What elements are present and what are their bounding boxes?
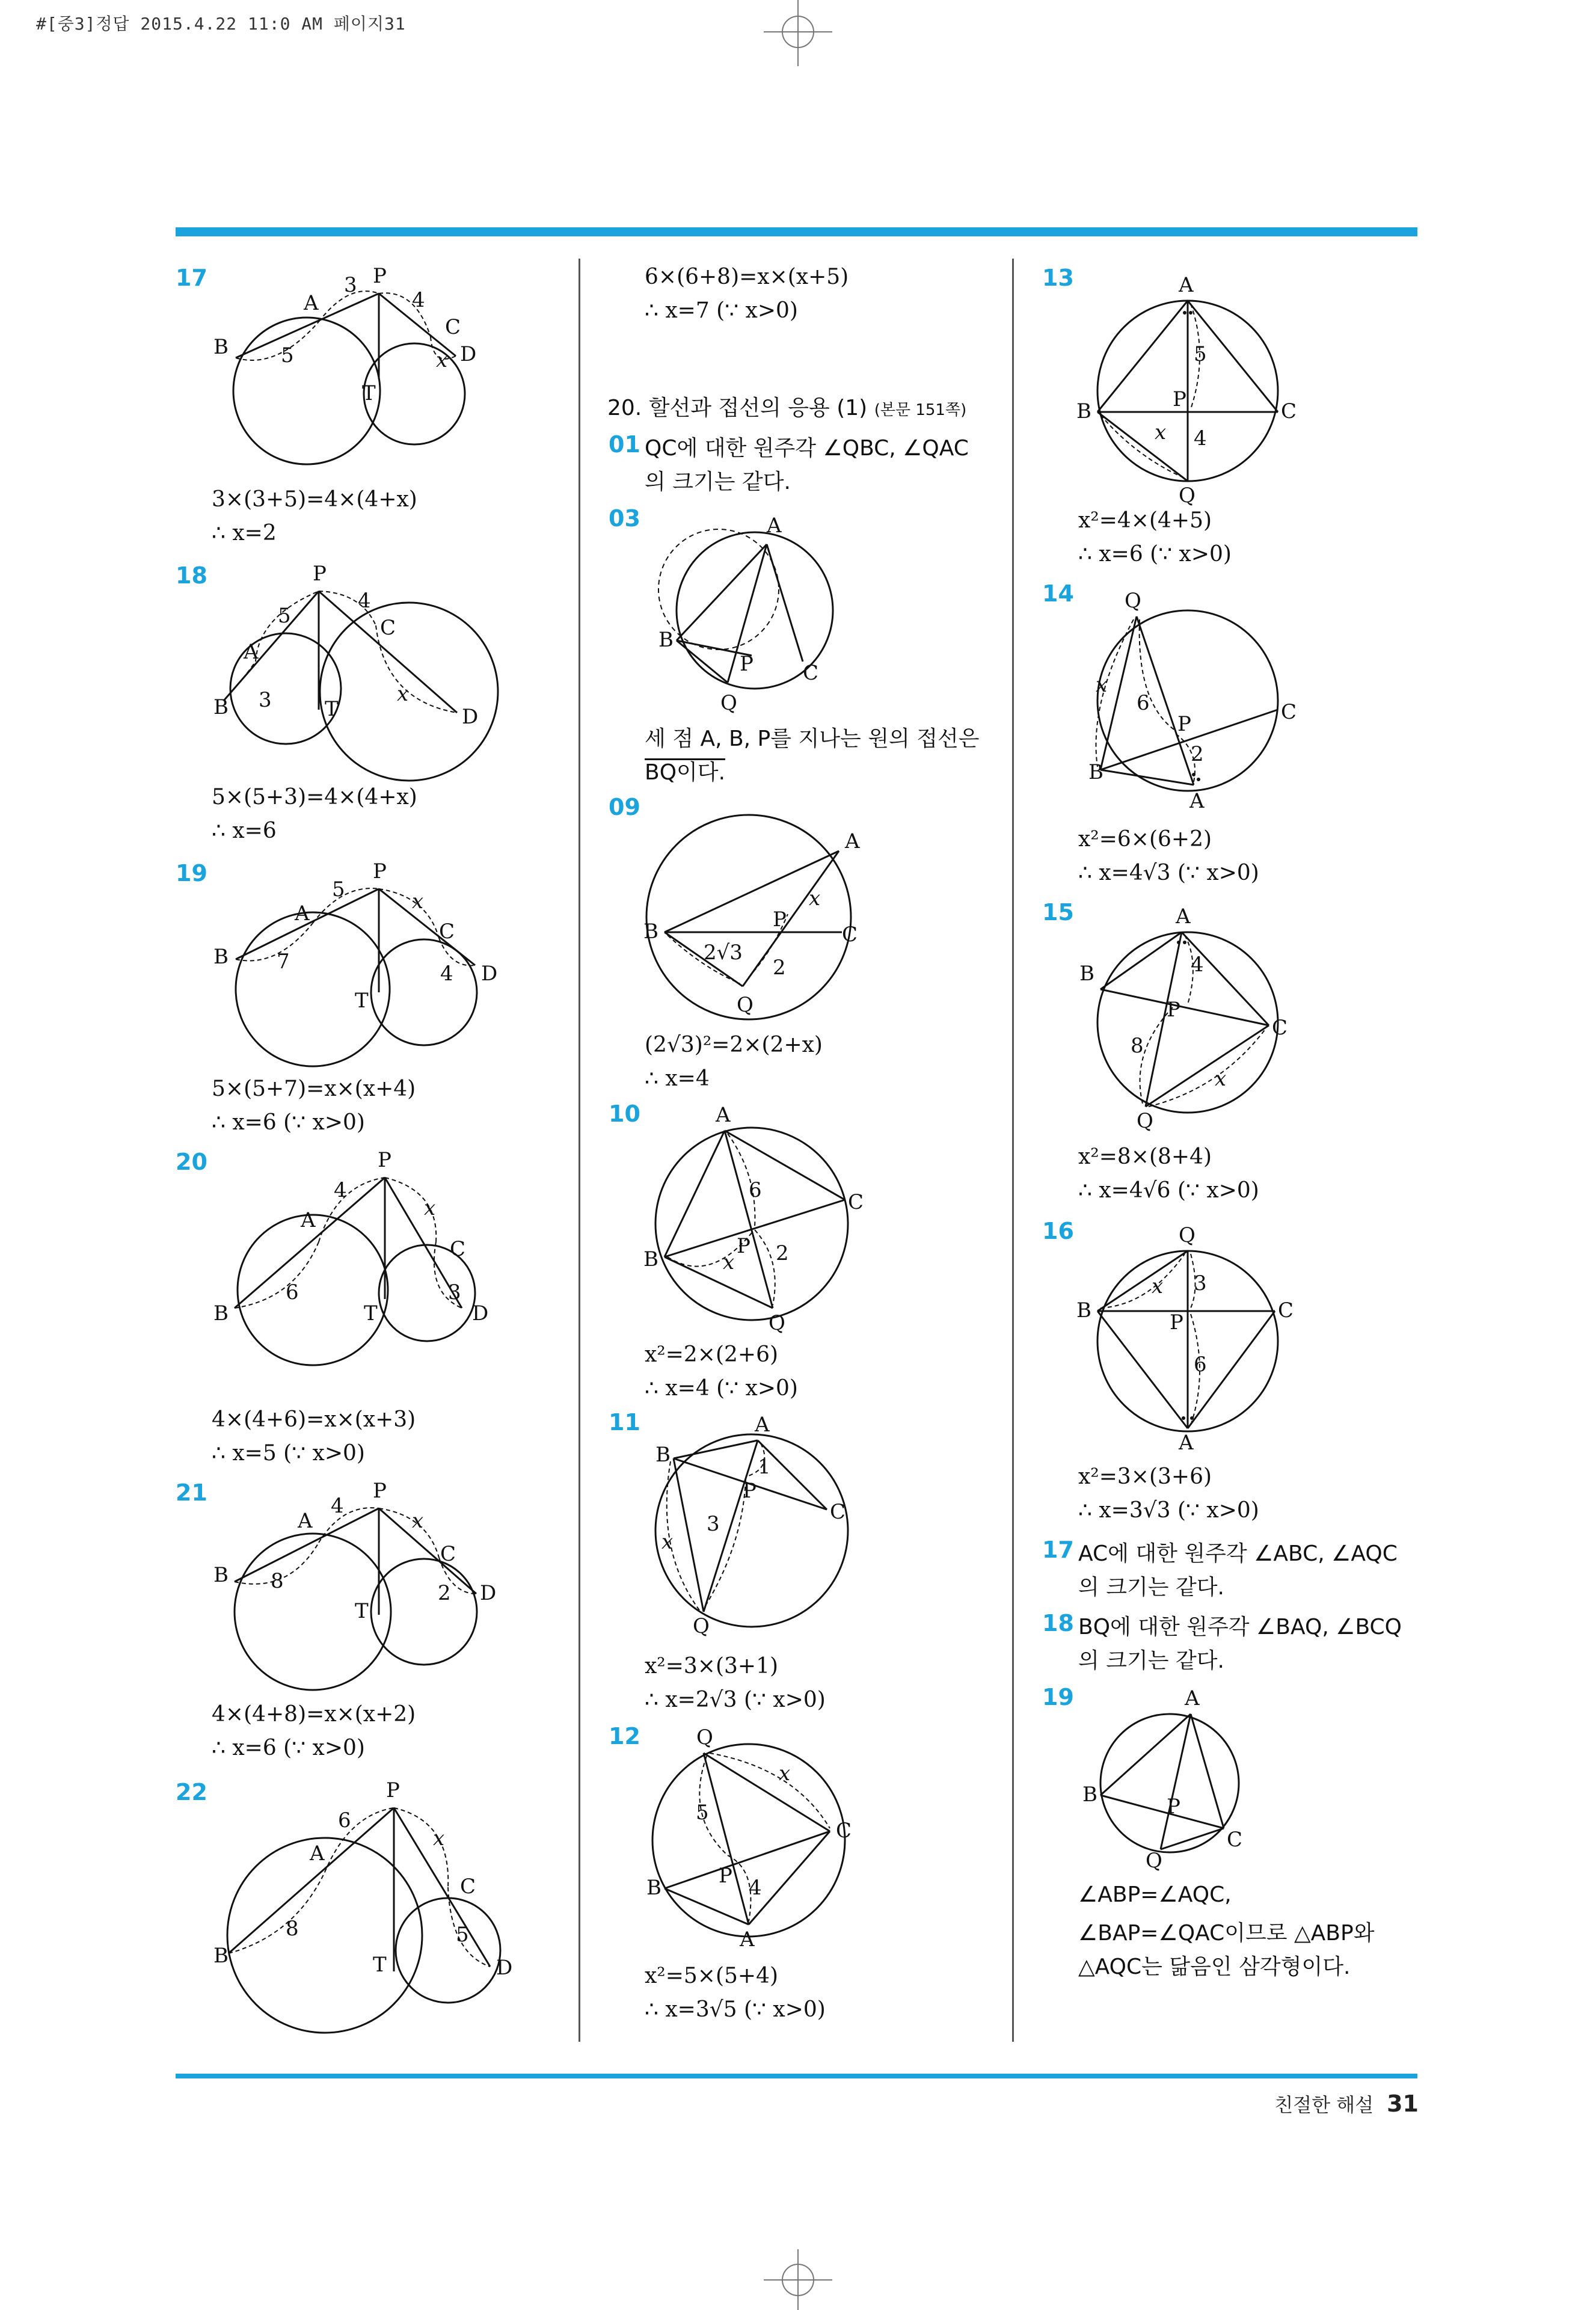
equation-line: x²=3×(3+6): [1078, 1464, 1212, 1489]
text-line: ∠ABP=∠AQC,: [1078, 1882, 1232, 1907]
svg-text:4: 4: [749, 1876, 762, 1900]
equation-line: ∴ x=6: [212, 819, 277, 843]
equation-line: 5×(5+3)=4×(4+x): [212, 785, 417, 809]
figure-13: [1070, 271, 1311, 508]
svg-text:x: x: [412, 1509, 424, 1533]
figure-10: [637, 1103, 866, 1335]
svg-text:P: P: [1167, 998, 1180, 1022]
footer-label: 친절한 해설: [1274, 2093, 1374, 2116]
bottom-rule: [176, 2074, 1417, 2078]
svg-text:Q: Q: [1137, 1109, 1153, 1133]
equation-line: (2√3)²=2×(2+x): [645, 1033, 823, 1057]
svg-text:P: P: [1170, 1310, 1183, 1335]
svg-text:3: 3: [259, 688, 272, 712]
problem-number: 15: [1042, 899, 1074, 926]
text-line: 의 크기는 같다.: [1078, 1575, 1224, 1600]
svg-text:P: P: [373, 859, 387, 883]
svg-text:4: 4: [1194, 426, 1207, 450]
svg-text:P: P: [773, 908, 787, 932]
svg-text:B: B: [213, 945, 229, 969]
svg-text:4: 4: [331, 1494, 344, 1518]
svg-text:A: A: [301, 1208, 316, 1232]
svg-text:P: P: [743, 1479, 757, 1503]
svg-text:D: D: [472, 1301, 489, 1325]
svg-text:7: 7: [277, 950, 290, 974]
figure-12: [637, 1726, 866, 1955]
svg-text:P: P: [1177, 712, 1191, 736]
problem-number: 19: [1042, 1684, 1074, 1710]
svg-text:A: A: [1179, 1431, 1194, 1455]
figure-21: [204, 1479, 499, 1678]
equation-line: ∴ x=6 (∵ x>0): [1078, 542, 1232, 567]
text-line: QC에 대한 원주각 ∠QBC, ∠QAC: [645, 436, 969, 461]
svg-text:P: P: [737, 1234, 750, 1258]
registration-mark-bottom: [779, 2261, 817, 2299]
svg-text:x: x: [1096, 673, 1108, 697]
svg-text:C: C: [848, 1190, 864, 1214]
equation-line: 6×(6+8)=x×(x+5): [645, 265, 849, 289]
svg-text:Q: Q: [1179, 484, 1195, 508]
svg-text:T: T: [355, 1599, 369, 1623]
svg-text:A: A: [1176, 905, 1191, 929]
print-header: #[중3]정답 2015.4.22 11:0 AM 페이지31: [36, 14, 406, 34]
svg-text:C: C: [440, 1542, 456, 1566]
equation-line: 3×(3+5)=4×(4+x): [212, 487, 417, 512]
svg-text:Q: Q: [1146, 1849, 1162, 1873]
figure-17: [204, 265, 499, 457]
svg-text:4: 4: [412, 288, 425, 312]
equation-line: x²=4×(4+5): [1078, 508, 1212, 533]
problem-number: 11: [609, 1409, 640, 1436]
equation-line: x²=5×(5+4): [645, 1964, 779, 1988]
figure-11: [637, 1413, 866, 1642]
svg-text:Q: Q: [1179, 1223, 1195, 1247]
svg-text:B: B: [1076, 399, 1091, 423]
equation-line: x²=6×(6+2): [1078, 827, 1212, 852]
svg-text:6: 6: [286, 1280, 299, 1304]
svg-text:A: A: [1189, 789, 1205, 813]
problem-number: 20: [176, 1149, 207, 1175]
equation-line: ∴ x=4√6 (∵ x>0): [1078, 1178, 1259, 1203]
problem-number: 10: [609, 1101, 640, 1127]
svg-text:P: P: [373, 1479, 387, 1503]
figure-22: [204, 1778, 513, 2038]
svg-text:2√3: 2√3: [704, 941, 743, 965]
svg-text:6: 6: [1137, 691, 1150, 715]
registration-mark-top: [779, 13, 817, 51]
svg-text:P: P: [373, 264, 387, 288]
svg-text:B: B: [213, 695, 229, 719]
svg-text:8: 8: [1131, 1034, 1144, 1058]
svg-text:8: 8: [286, 1917, 299, 1941]
svg-text:4: 4: [1191, 953, 1204, 977]
svg-text:x: x: [723, 1250, 735, 1274]
svg-text:x: x: [424, 1196, 436, 1220]
equation-line: ∴ x=2: [212, 521, 277, 545]
svg-text:C: C: [1272, 1016, 1288, 1040]
svg-text:D: D: [460, 342, 477, 366]
svg-text:B: B: [213, 1563, 229, 1587]
svg-text:x: x: [779, 1762, 791, 1786]
text-line: 세 점 A, B, P를 지나는 원의 접선은: [645, 726, 980, 751]
svg-text:B: B: [1076, 1298, 1091, 1322]
svg-text:2: 2: [1191, 742, 1204, 766]
svg-text:P: P: [1167, 1795, 1180, 1819]
svg-text:D: D: [496, 1956, 513, 1980]
svg-text:x: x: [661, 1530, 674, 1554]
text-line: 의 크기는 같다.: [645, 470, 791, 494]
svg-text:T: T: [373, 1953, 387, 1977]
figure-19b: [1070, 1684, 1269, 1876]
problem-number: 12: [609, 1723, 640, 1749]
svg-text:Q: Q: [696, 1725, 713, 1749]
problem-number: 17: [1042, 1537, 1074, 1563]
figure-09: [637, 800, 866, 1022]
svg-text:A: A: [310, 1842, 325, 1866]
svg-text:P: P: [386, 1778, 400, 1802]
problem-number: 22: [176, 1779, 207, 1805]
svg-text:T: T: [325, 697, 339, 721]
svg-text:A: A: [767, 514, 782, 538]
problem-number: 18: [1042, 1610, 1074, 1636]
svg-text:6: 6: [749, 1178, 762, 1202]
text-line: AC에 대한 원주각 ∠ABC, ∠AQC: [1078, 1541, 1398, 1566]
svg-text:B: B: [213, 1301, 229, 1325]
page-number: 31: [1387, 2090, 1419, 2117]
svg-text:C: C: [450, 1237, 466, 1261]
svg-text:B: B: [213, 335, 229, 359]
svg-text:x: x: [397, 682, 409, 706]
svg-text:A: A: [740, 1928, 755, 1952]
problem-number: 01: [609, 431, 640, 458]
equation-line: ∴ x=3√5 (∵ x>0): [645, 1997, 826, 2022]
problem-number: 19: [176, 860, 207, 886]
svg-text:x: x: [433, 1826, 445, 1851]
equation-line: ∴ x=4: [645, 1066, 710, 1091]
svg-text:D: D: [480, 1581, 497, 1605]
column-divider: [579, 259, 580, 2042]
text-line: BQ에 대한 원주각 ∠BAQ, ∠BCQ: [1078, 1615, 1402, 1639]
text-line: 의 크기는 같다.: [1078, 1648, 1224, 1673]
svg-text:3: 3: [1194, 1271, 1207, 1295]
svg-text:2: 2: [438, 1581, 451, 1605]
problem-number: 18: [176, 562, 207, 589]
svg-text:2: 2: [773, 956, 786, 980]
problem-number: 16: [1042, 1218, 1074, 1244]
svg-text:3: 3: [448, 1280, 461, 1304]
top-rule: [176, 227, 1417, 236]
svg-text:B: B: [1088, 760, 1103, 784]
svg-text:B: B: [1082, 1783, 1097, 1807]
section-title: 20. 할선과 접선의 응용 (1) (본문 151쪽): [607, 396, 967, 420]
svg-text:T: T: [355, 989, 369, 1013]
svg-text:5: 5: [696, 1801, 709, 1825]
svg-text:C: C: [445, 315, 461, 339]
column-divider: [1012, 259, 1014, 2042]
figure-15: [1070, 902, 1311, 1131]
svg-text:B: B: [643, 920, 658, 944]
svg-text:Q: Q: [737, 993, 753, 1017]
svg-text:P: P: [719, 1864, 732, 1888]
svg-text:P: P: [378, 1148, 391, 1172]
svg-text:4: 4: [358, 589, 371, 613]
svg-text:A: A: [304, 291, 319, 315]
svg-text:C: C: [842, 923, 858, 947]
text-line: ∠BAP=∠QAC이므로 △ABP와: [1078, 1921, 1375, 1946]
svg-text:x: x: [412, 889, 424, 914]
equation-line: 5×(5+7)=x×(x+4): [212, 1077, 416, 1101]
svg-text:D: D: [462, 705, 479, 729]
equation-line: x²=2×(2+6): [645, 1342, 779, 1367]
equation-line: 4×(4+8)=x×(x+2): [212, 1702, 416, 1727]
figure-16: [1070, 1221, 1311, 1455]
svg-text:C: C: [1281, 399, 1297, 423]
text-line: △AQC는 닮음인 삼각형이다.: [1078, 1955, 1351, 1979]
equation-line: ∴ x=4 (∵ x>0): [645, 1376, 798, 1401]
problem-number: 13: [1042, 265, 1074, 291]
svg-text:B: B: [655, 1443, 671, 1467]
problem-number: 14: [1042, 580, 1074, 607]
footer: [1274, 2090, 1419, 2118]
equation-line: ∴ x=6 (∵ x>0): [212, 1736, 365, 1760]
figure-20: [204, 1149, 499, 1359]
svg-text:C: C: [1278, 1298, 1294, 1322]
svg-text:5: 5: [1194, 342, 1207, 366]
svg-text:Q: Q: [1125, 589, 1141, 613]
svg-text:B: B: [643, 1247, 658, 1271]
svg-text:C: C: [439, 920, 455, 944]
svg-text:Q: Q: [769, 1311, 785, 1335]
svg-text:C: C: [460, 1875, 476, 1899]
figure-14: [1070, 583, 1311, 812]
svg-text:6: 6: [338, 1808, 351, 1832]
svg-text:B: B: [658, 628, 674, 652]
svg-text:4: 4: [440, 962, 453, 986]
svg-text:5: 5: [456, 1923, 469, 1947]
svg-text:Q: Q: [720, 691, 737, 715]
svg-text:A: A: [1179, 273, 1194, 297]
svg-text:3: 3: [707, 1512, 720, 1536]
svg-text:x: x: [1152, 1274, 1164, 1298]
svg-text:T: T: [362, 381, 376, 405]
figure-19: [204, 860, 499, 1058]
svg-text:A: A: [716, 1103, 731, 1127]
svg-text:P: P: [313, 562, 327, 586]
equation-line: ∴ x=6 (∵ x>0): [212, 1110, 365, 1135]
svg-text:5: 5: [281, 343, 294, 367]
equation-line: ∴ x=7 (∵ x>0): [645, 298, 798, 323]
svg-text:C: C: [836, 1819, 852, 1843]
svg-text:A: A: [298, 1509, 313, 1533]
svg-text:C: C: [803, 661, 819, 685]
equation-line: ∴ x=2√3 (∵ x>0): [645, 1688, 826, 1712]
svg-text:P: P: [740, 652, 753, 676]
svg-text:B: B: [213, 1944, 229, 1968]
figure-03: [649, 511, 848, 716]
svg-text:5: 5: [278, 604, 291, 628]
svg-text:P: P: [1173, 387, 1186, 411]
svg-text:x: x: [1215, 1067, 1227, 1091]
svg-text:C: C: [380, 616, 396, 640]
svg-text:3: 3: [344, 273, 357, 297]
svg-text:B: B: [1079, 962, 1094, 986]
svg-text:2: 2: [776, 1241, 789, 1265]
svg-text:C: C: [830, 1500, 846, 1524]
problem-number: 21: [176, 1479, 207, 1506]
equation-line: ∴ x=5 (∵ x>0): [212, 1441, 365, 1466]
svg-text:8: 8: [271, 1569, 284, 1593]
svg-text:T: T: [364, 1301, 378, 1325]
svg-text:4: 4: [334, 1178, 347, 1202]
svg-text:6: 6: [1194, 1353, 1207, 1377]
svg-text:A: A: [244, 640, 259, 664]
svg-text:A: A: [755, 1413, 770, 1437]
equation-line: ∴ x=4√3 (∵ x>0): [1078, 861, 1259, 885]
problem-number: 17: [176, 265, 207, 291]
problem-number: 09: [609, 794, 640, 820]
text-line: BQ이다.: [645, 760, 726, 785]
svg-text:1: 1: [758, 1455, 771, 1479]
svg-text:D: D: [481, 962, 498, 986]
equation-line: ∴ x=3√3 (∵ x>0): [1078, 1498, 1259, 1523]
svg-text:Q: Q: [693, 1614, 710, 1638]
problem-number: 03: [609, 505, 640, 532]
equation-line: x²=8×(8+4): [1078, 1144, 1212, 1169]
svg-text:C: C: [1281, 700, 1297, 724]
equation-line: 4×(4+6)=x×(x+3): [212, 1407, 416, 1432]
svg-text:C: C: [1227, 1828, 1243, 1852]
svg-text:A: A: [845, 829, 860, 853]
equation-line: x²=3×(3+1): [645, 1654, 779, 1679]
svg-text:B: B: [646, 1876, 661, 1900]
svg-text:x: x: [1155, 420, 1167, 444]
figure-18: [204, 562, 499, 767]
svg-text:x: x: [809, 886, 821, 911]
svg-text:x: x: [436, 348, 448, 372]
svg-text:5: 5: [332, 877, 345, 902]
svg-text:A: A: [295, 902, 310, 926]
svg-text:A: A: [1185, 1686, 1200, 1710]
